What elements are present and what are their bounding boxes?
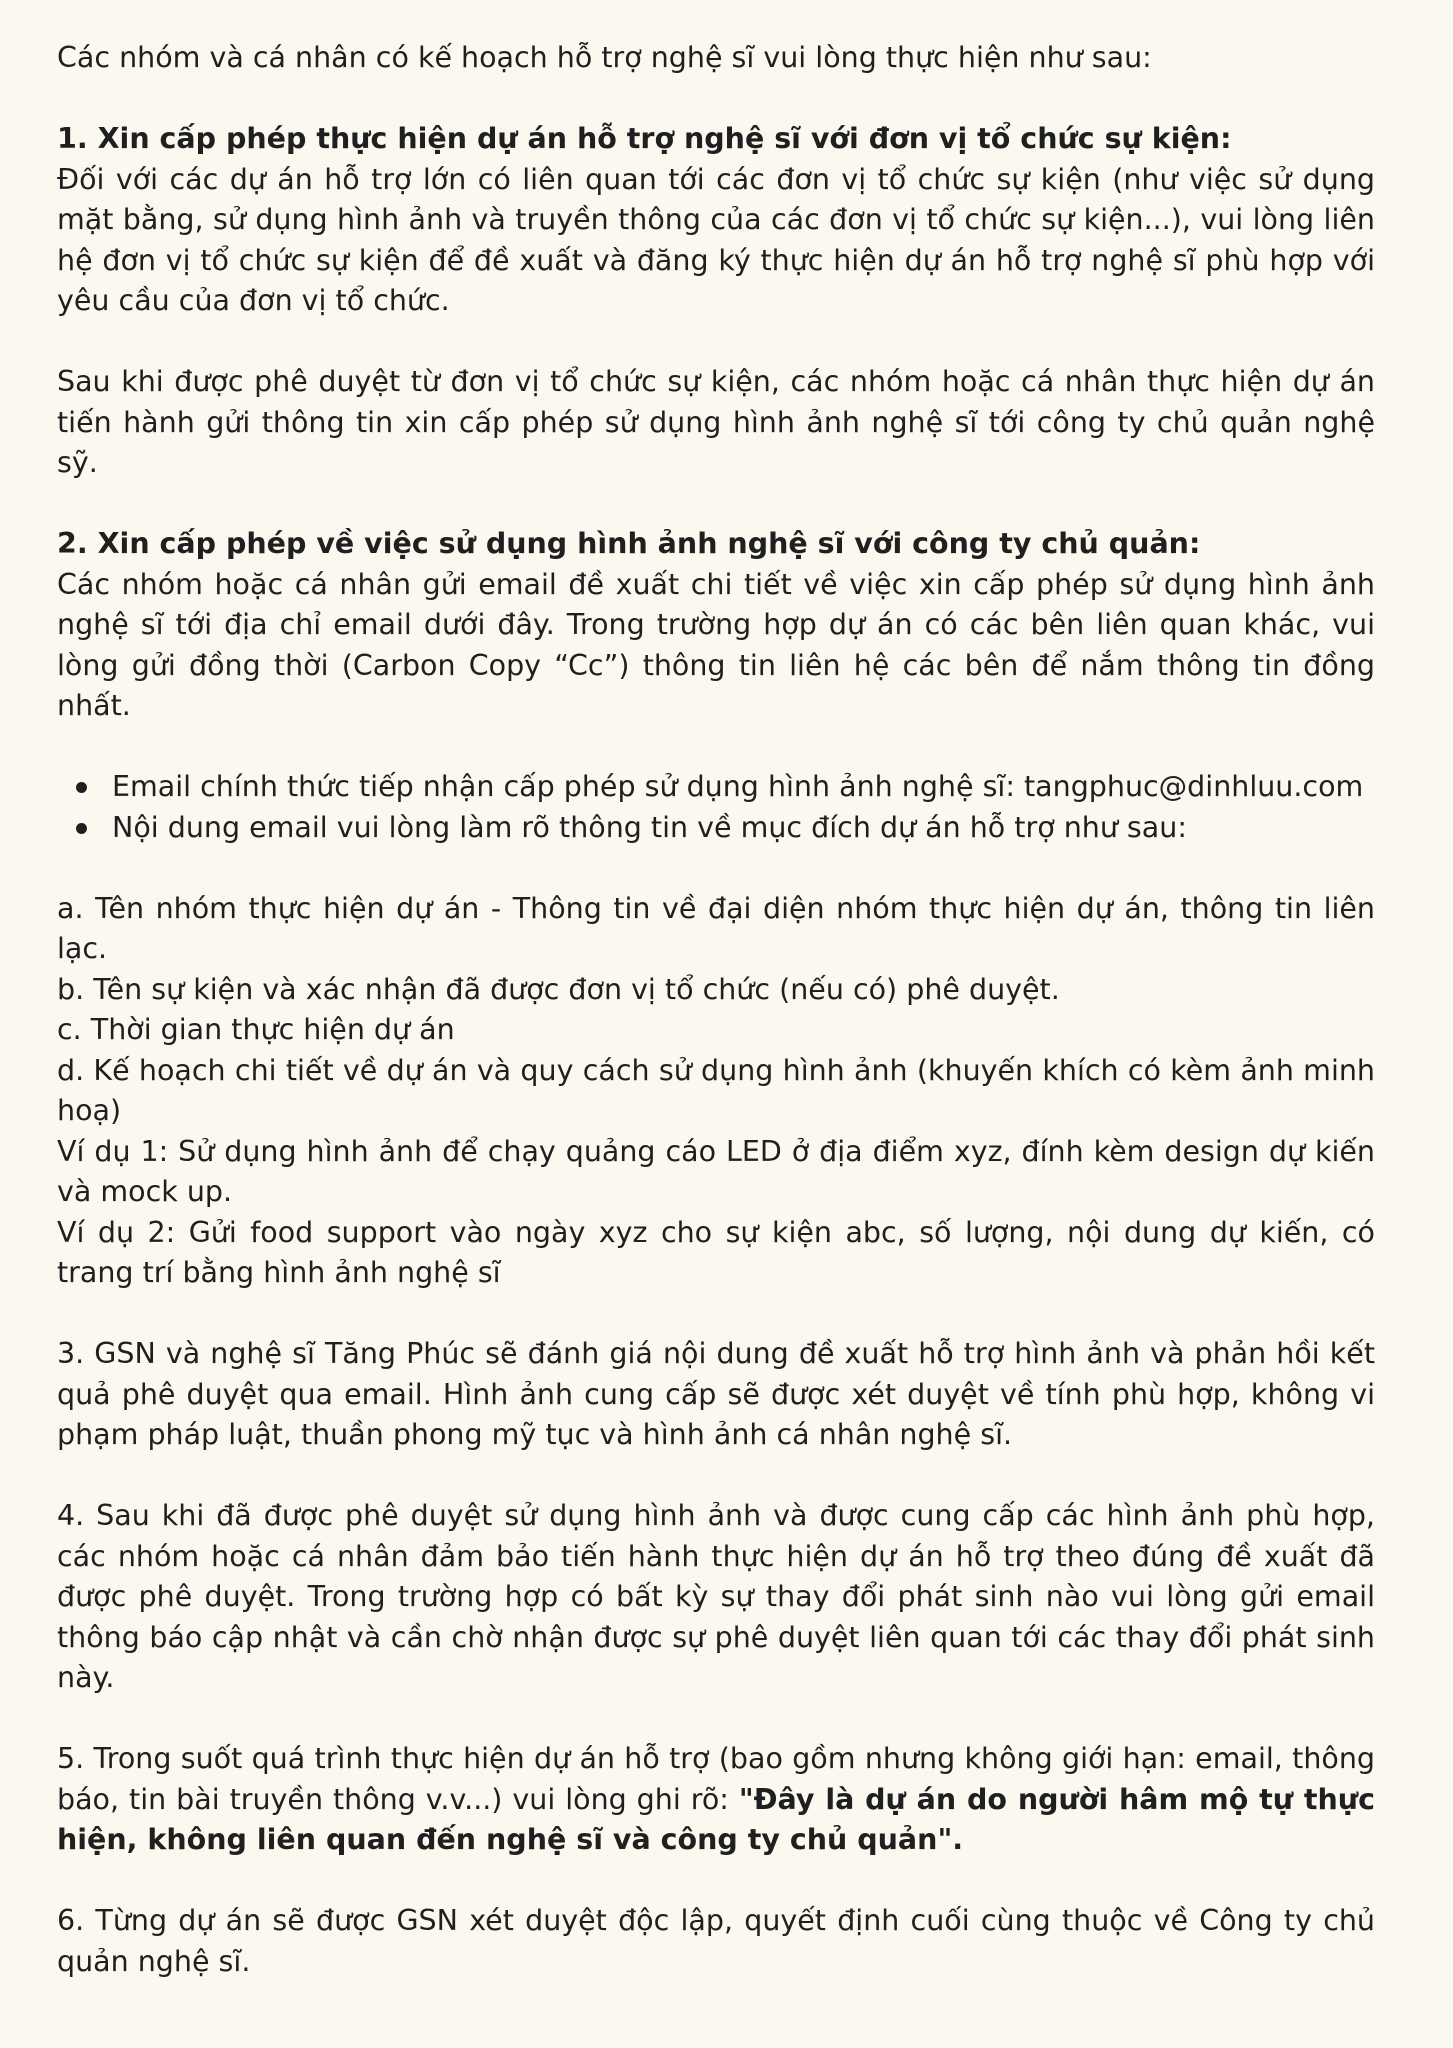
spacer [57,1294,1375,1335]
example-1: Ví dụ 1: Sử dụng hình ảnh để chạy quảng cáo LED ở địa điểm xyz, đính kèm design dự kiến và mock up. [57,1134,1375,1208]
section-6-paragraph: 6. Từng dự án sẽ được GSN xét duyệt độc lập, quyết định cuối cùng thuộc về Công ty chủ quản nghệ sĩ. [57,1904,1375,1978]
spacer [57,848,1375,889]
list-item-d: d. Kế hoạch chi tiết về dự án và quy cách sử dụng hình ảnh (khuyến khích có kèm ảnh minh hoạ) [57,1053,1375,1127]
bullet-list [57,767,1375,848]
list-item-b: b. Tên sự kiện và xác nhận đã được đơn vị tổ chức (nếu có) phê duyệt. [57,972,1060,1006]
bullet-text: Email chính thức tiếp nhận cấp phép sử dụng hình ảnh nghệ sĩ: tangphuc@dinhluu.com [112,770,1364,803]
section-1-paragraph-1: Đối với các dự án hỗ trợ lớn có liên quan tới các đơn vị tổ chức sự kiện (như việc sử dụng mặt bằng, sử dụng hình ảnh và truyền thông của các đơn vị tổ chức sự kiện...), vui lòng liên hệ đơn vị tổ chức sự kiện để đề xuất và đăng ký thực hiện dự án hỗ trợ nghệ sĩ phù hợp với yêu cầu của đơn vị tổ chức. [57,162,1375,317]
section-1-paragraph-2: Sau khi được phê duyệt từ đơn vị tổ chức sự kiện, các nhóm hoặc cá nhân thực hiện dự án tiến hành gửi thông tin xin cấp phép sử dụng hình ảnh nghệ sĩ tới công ty chủ quản nghệ sỹ. [57,365,1375,479]
bullet-icon [76,782,87,793]
section-2-heading: 2. Xin cấp phép về việc sử dụng hình ảnh nghệ sĩ với công ty chủ quản: [57,527,1201,560]
spacer [57,79,1375,120]
spacer [57,322,1375,363]
bullet-text: Nội dung email vui lòng làm rõ thông tin về mục đích dự án hỗ trợ như sau: [112,810,1187,844]
section-4-paragraph: 4. Sau khi đã được phê duyệt sử dụng hình ảnh và được cung cấp các hình ảnh phù hợp, các nhóm hoặc cá nhân đảm bảo tiến hành thực hiện dự án hỗ trợ theo đúng đề xuất đã được phê duyệt. Trong trường hợp có bất kỳ sự thay đổi phát sinh nào vui lòng gửi email thông báo cập nhật và cần chờ nhận được sự phê duyệt liên quan tới các thay đổi phát sinh này. [57,1499,1375,1694]
spacer [57,484,1375,525]
spacer [57,1861,1375,1902]
section-5-text: 5. Trong suốt quá trình thực hiện dự án hỗ trợ (bao gồm nhưng không giới hạn: email, thông báo, tin bài truyền thông v.v...) vui lòng ghi rõ: [57,1742,1375,1816]
bullet-icon [76,823,87,834]
spacer [57,1699,1375,1740]
spacer [57,1456,1375,1497]
section-5-disclaimer: "Đây là dự án do người hâm mộ tự thực hiện, không liên quan đến nghệ sĩ và công ty chủ quản". [57,1782,1375,1856]
bullet-item [112,808,1375,849]
intro-text: Các nhóm và cá nhân có kế hoạch hỗ trợ nghệ sĩ vui lòng thực hiện như sau: [57,41,1152,74]
list-item-c: c. Thời gian thực hiện dự án [57,1013,455,1046]
section-5-paragraph [57,1739,1375,1861]
section-1-heading: 1. Xin cấp phép thực hiện dự án hỗ trợ nghệ sĩ với đơn vị tổ chức sự kiện: [57,122,1232,155]
bullet-item [112,767,1375,808]
example-2: Ví dụ 2: Gửi food support vào ngày xyz cho sự kiện abc, số lượng, nội dung dự kiến, có trang trí bằng hình ảnh nghệ sĩ [57,1215,1375,1289]
section-3-paragraph: 3. GSN và nghệ sĩ Tăng Phúc sẽ đánh giá nội dung đề xuất hỗ trợ hình ảnh và phản hồi kết quả phê duyệt qua email. Hình ảnh cung cấp sẽ được xét duyệt về tính phù hợp, không vi phạm pháp luật, thuần phong mỹ tục và hình ảnh cá nhân nghệ sĩ. [57,1337,1375,1451]
section-2-paragraph-1: Các nhóm hoặc cá nhân gửi email đề xuất chi tiết về việc xin cấp phép sử dụng hình ảnh nghệ sĩ tới địa chỉ email dưới đây. Trong trường hợp dự án có các bên liên quan khác, vui lòng gửi đồng thời (Carbon Copy “Cc”) thông tin liên hệ các bên để nắm thông tin đồng nhất. [57,567,1375,722]
spacer [57,727,1375,768]
list-item-a: a. Tên nhóm thực hiện dự án - Thông tin về đại diện nhóm thực hiện dự án, thông tin liên lạc. [57,891,1375,965]
